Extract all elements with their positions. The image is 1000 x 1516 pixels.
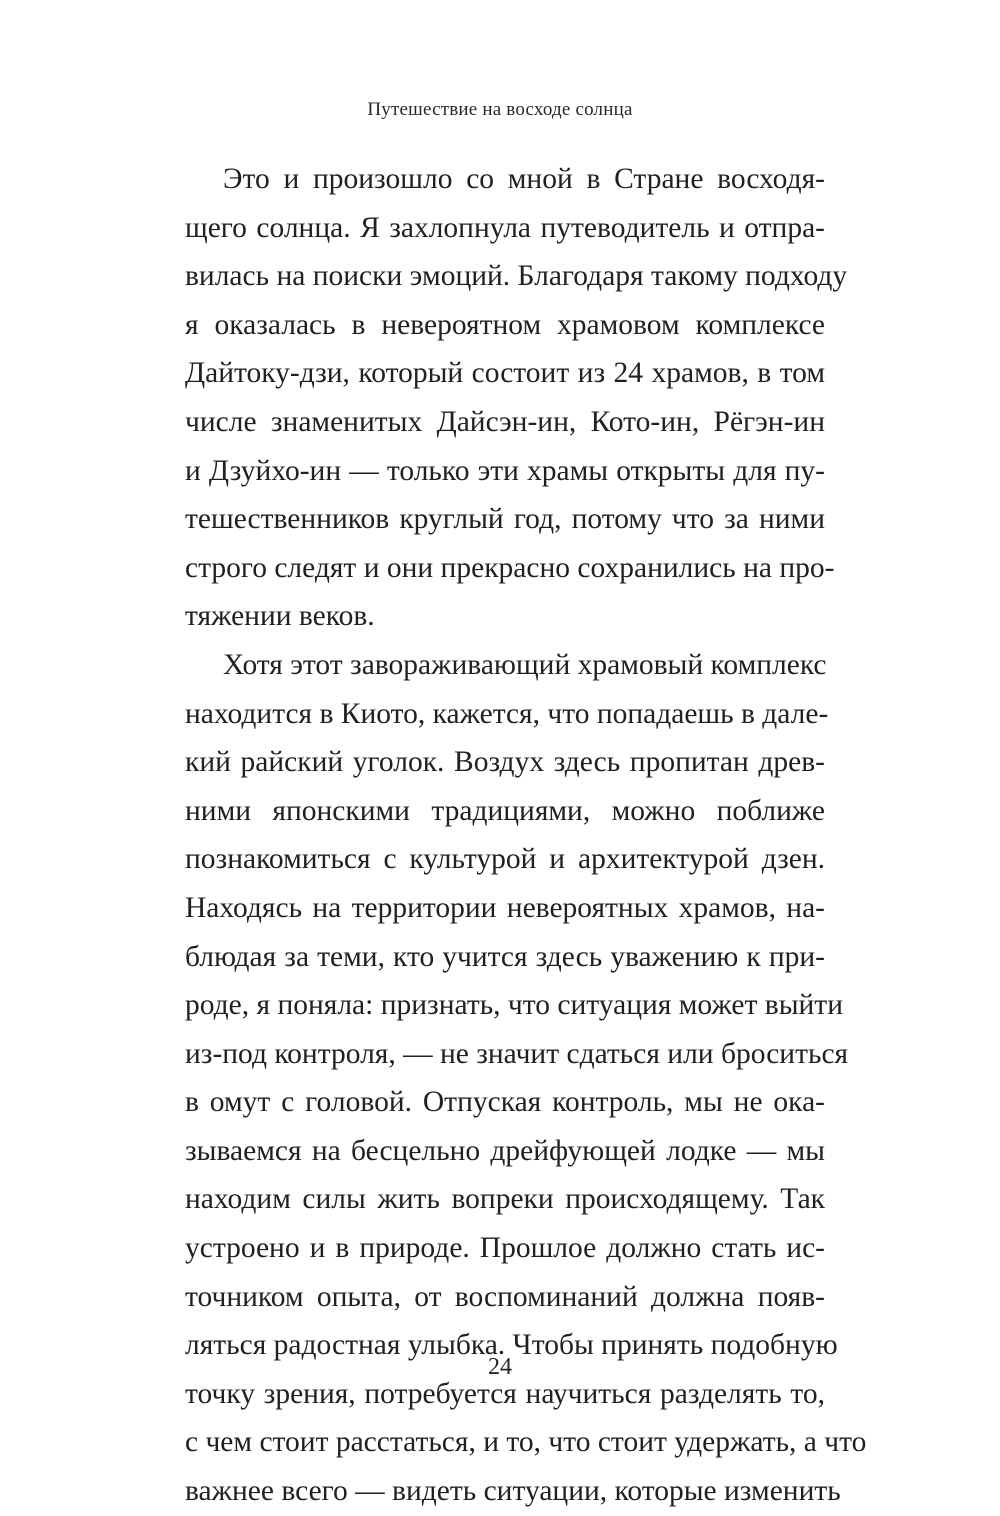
text-line: зываемся на бесцельно дрейфующей лодке — мы (185, 1134, 825, 1167)
text-line: находится в Киото, кажется, что попадаешь в дале- (185, 697, 829, 730)
text-line: познакомиться с культурой и архитектурой дзен. (185, 843, 825, 876)
text-line: точку зрения, потребуется научиться разделять то, (185, 1377, 825, 1410)
text-line: важнее всего — видеть ситуации, которые изменить (185, 1475, 841, 1508)
text-line: Хотя этот завораживающий храмовый комплекс (223, 648, 827, 681)
text-line: Дайтоку-дзи, который состоит из 24 храмов, в том (185, 357, 825, 390)
text-line: числе знаменитых Дайсэн-ин, Кото-ин, Рёгэн-ин (185, 405, 825, 438)
paragraph (185, 641, 867, 1516)
text-line: в омут с головой. Отпуская контроль, мы не ока- (185, 1086, 825, 1119)
text-line: и Дзуйхо-ин — только эти храмы открыты для пу- (185, 454, 825, 487)
page-number: 24 (488, 1354, 512, 1380)
text-line: с чем стоит расстаться, и то, что стоит удержать, а что (185, 1426, 867, 1459)
paragraph (185, 155, 848, 641)
text-line: Находясь на территории невероятных храмов, на- (185, 891, 825, 924)
text-line: ляться радостная улыбка. Чтобы принять подобную (185, 1329, 838, 1362)
text-line: точником опыта, от воспоминаний должна появ- (185, 1280, 825, 1313)
text-line: находим силы жить вопреки происходящему. Так (185, 1183, 825, 1216)
text-line: строго следят и они прекрасно сохранились на про- (185, 551, 835, 584)
text-line: блюдая за теми, кто учится здесь уважению к при- (185, 940, 825, 973)
text-line: Это и произошло со мной в Стране восходя- (223, 163, 825, 195)
text-line: роде, я поняла: признать, что ситуация может выйти (185, 989, 843, 1022)
running-header: Путешествие на восходе солнца (367, 99, 633, 120)
text-line: щего солнца. Я захлопнула путеводитель и отпра- (185, 211, 825, 244)
text-line: вилась на поиски эмоций. Благодаря такому подходу (185, 260, 848, 293)
text-line: я оказалась в невероятном храмовом комплексе (185, 308, 825, 341)
text-line: кий райский уголок. Воздух здесь пропитан древ- (185, 746, 825, 779)
text-line: тяжении веков. (185, 600, 375, 633)
text-line: тешественников круглый год, потому что за ними (185, 503, 825, 536)
text-line: ними японскими традициями, можно поближе (185, 794, 825, 827)
text-line: устроено и в природе. Прошлое должно стать ис- (185, 1232, 825, 1265)
body-text (185, 155, 867, 1516)
text-line: из-под контроля, — не значит сдаться или броситься (185, 1037, 849, 1070)
